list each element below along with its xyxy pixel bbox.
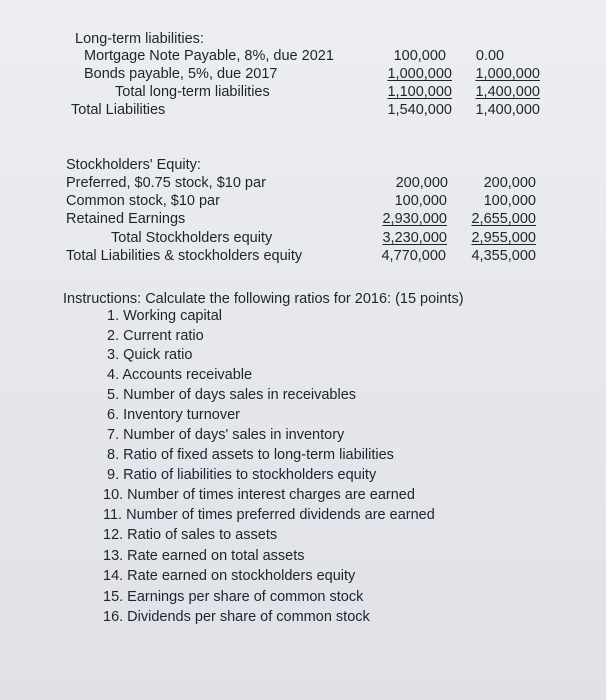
preferred-2015: 200,000 bbox=[483, 175, 536, 191]
list-item: 3. Quick ratio bbox=[107, 347, 193, 363]
common-label: Common stock, $10 par bbox=[66, 193, 220, 209]
mortgage-label: Mortgage Note Payable, 8%, due 2021 bbox=[84, 48, 334, 64]
list-item: 8. Ratio of fixed assets to long-term liabilities bbox=[107, 447, 394, 463]
retained-2015: 2,655,000 bbox=[471, 211, 536, 227]
total-lt-liabilities-2015: 1,400,000 bbox=[475, 84, 540, 100]
list-item: 4. Accounts receivable bbox=[107, 367, 253, 383]
total-liab-equity-2015: 4,355,000 bbox=[471, 248, 536, 264]
list-item: 10. Number of times interest charges are earned bbox=[103, 487, 415, 503]
retained-label: Retained Earnings bbox=[66, 211, 186, 227]
total-equity-2015: 2,955,000 bbox=[471, 230, 536, 246]
list-item: 7. Number of days' sales in inventory bbox=[107, 427, 345, 443]
list-item: 14. Rate earned on stockholders equity bbox=[103, 568, 356, 584]
list-item: 11. Number of times preferred dividends are earned bbox=[103, 507, 435, 523]
total-equity-2016: 3,230,000 bbox=[382, 230, 447, 246]
equity-heading: Stockholders' Equity: bbox=[66, 157, 201, 173]
list-item: 12. Ratio of sales to assets bbox=[103, 527, 278, 543]
instructions-title: Instructions: Calculate the following ratios for 2016: (15 points) bbox=[63, 291, 464, 307]
bonds-2015: 1,000,000 bbox=[475, 66, 540, 82]
bonds-2016: 1,000,000 bbox=[387, 66, 452, 82]
mortgage-2015: 0.00 bbox=[475, 48, 505, 64]
preferred-label: Preferred, $0.75 stock, $10 par bbox=[66, 175, 266, 191]
retained-2016: 2,930,000 bbox=[382, 211, 447, 227]
list-item: 9. Ratio of liabilities to stockholders equity bbox=[107, 467, 377, 483]
list-item: 16. Dividends per share of common stock bbox=[103, 609, 370, 625]
total-lt-liabilities-2016: 1,100,000 bbox=[387, 84, 452, 100]
list-item: 5. Number of days sales in receivables bbox=[107, 387, 357, 403]
list-item: 13. Rate earned on total assets bbox=[103, 548, 305, 564]
preferred-2016: 200,000 bbox=[395, 175, 448, 191]
total-liab-equity-2016: 4,770,000 bbox=[381, 248, 446, 264]
common-2015: 100,000 bbox=[483, 193, 536, 209]
total-liabilities-2015: 1,400,000 bbox=[475, 102, 540, 118]
list-item: 1. Working capital bbox=[107, 308, 222, 324]
liabilities-heading: Long-term liabilities: bbox=[75, 31, 204, 47]
total-lt-liabilities-label: Total long-term liabilities bbox=[115, 84, 270, 100]
total-liab-equity-label: Total Liabilities & stockholders equity bbox=[66, 248, 303, 264]
common-2016: 100,000 bbox=[394, 193, 447, 209]
list-item: 15. Earnings per share of common stock bbox=[103, 589, 364, 605]
mortgage-2016: 100,000 bbox=[393, 48, 446, 64]
bonds-label: Bonds payable, 5%, due 2017 bbox=[84, 66, 278, 82]
list-item: 6. Inventory turnover bbox=[107, 407, 240, 423]
total-equity-label: Total Stockholders equity bbox=[111, 230, 273, 246]
list-item: 2. Current ratio bbox=[107, 328, 204, 344]
total-liabilities-2016: 1,540,000 bbox=[387, 102, 452, 118]
total-liabilities-label: Total Liabilities bbox=[71, 102, 166, 118]
